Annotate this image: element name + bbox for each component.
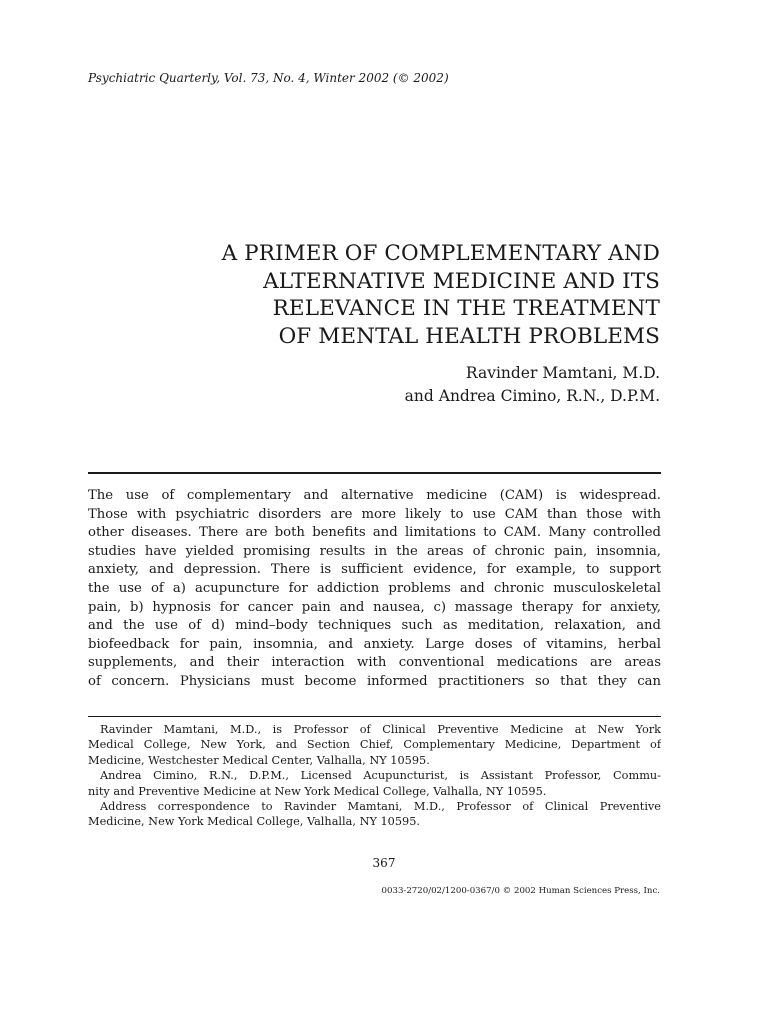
author-line: and Andrea Cimino, R.N., D.P.M. xyxy=(404,387,660,405)
title-line: OF MENTAL HEALTH PROBLEMS xyxy=(278,323,660,349)
footnote-rule xyxy=(88,716,661,717)
abstract-line: studies have yielded promising results in the areas of chronic pain, insomnia, xyxy=(88,543,661,559)
copyright-notice: 0033-2720/02/1200-0367/0 © 2002 Human Sciences Press, Inc. xyxy=(381,886,660,896)
abstract-line: biofeedback for pain, insomnia, and anxiety. Large doses of vitamins, herbal xyxy=(88,636,661,652)
abstract-line: supplements, and their interaction with conventional medications are areas xyxy=(88,655,661,671)
article-title xyxy=(222,240,660,350)
abstract-line: of concern. Physicians must become informed practitioners so that they can xyxy=(88,673,661,689)
abstract-line: Those with psychiatric disorders are more likely to use CAM than those with xyxy=(88,506,661,522)
abstract-line: and the use of d) mind–body techniques such as meditation, relaxation, and xyxy=(88,618,661,634)
footnote-line: Ravinder Mamtani, M.D., is Professor of Clinical Preventive Medicine at New York xyxy=(100,723,661,736)
abstract-line: other diseases. There are both benefits and limitations to CAM. Many controlled xyxy=(88,525,661,541)
footnote-line: Medicine, Westchester Medical Center, Valhalla, NY 10595. xyxy=(88,753,430,767)
abstract-line: pain, b) hypnosis for cancer pain and nausea, c) massage therapy for anxiety, xyxy=(88,599,661,615)
page-number: 367 xyxy=(372,856,396,870)
footnote-line: Medical College, New York, and Section Chief, Complementary Medicine, Department of xyxy=(88,738,661,752)
abstract-top-rule xyxy=(88,472,661,474)
title-line: ALTERNATIVE MEDICINE AND ITS xyxy=(263,268,660,294)
abstract-line: anxiety, and depression. There is sufficient evidence, for example, to support xyxy=(88,562,661,578)
title-line: A PRIMER OF COMPLEMENTARY AND xyxy=(221,241,660,266)
abstract xyxy=(88,487,661,692)
author-line: Ravinder Mamtani, M.D. xyxy=(465,364,660,382)
footnote-line: nity and Preventive Medicine at New York Medical College, Valhalla, NY 10595. xyxy=(88,784,547,798)
journal-citation: Psychiatric Quarterly, Vol. 73, No. 4, Winter 2002 (© 2002) xyxy=(88,71,449,85)
footnote-line: Address correspondence to Ravinder Mamtani, M.D., Professor of Clinical Preventive xyxy=(100,800,661,814)
author-footnotes xyxy=(88,722,661,830)
footnote-line: Medicine, New York Medical College, Valhalla, NY 10595. xyxy=(88,815,421,829)
abstract-line: the use of a) acupuncture for addiction problems and chronic musculoskeletal xyxy=(88,580,661,596)
footnote-line: Andrea Cimino, R.N., D.P.M., Licensed Acupuncturist, is Assistant Professor, Commu- xyxy=(100,769,661,783)
author-block xyxy=(405,362,660,408)
abstract-line: The use of complementary and alternative medicine (CAM) is widespread. xyxy=(88,488,661,503)
title-line: RELEVANCE IN THE TREATMENT xyxy=(272,296,660,321)
